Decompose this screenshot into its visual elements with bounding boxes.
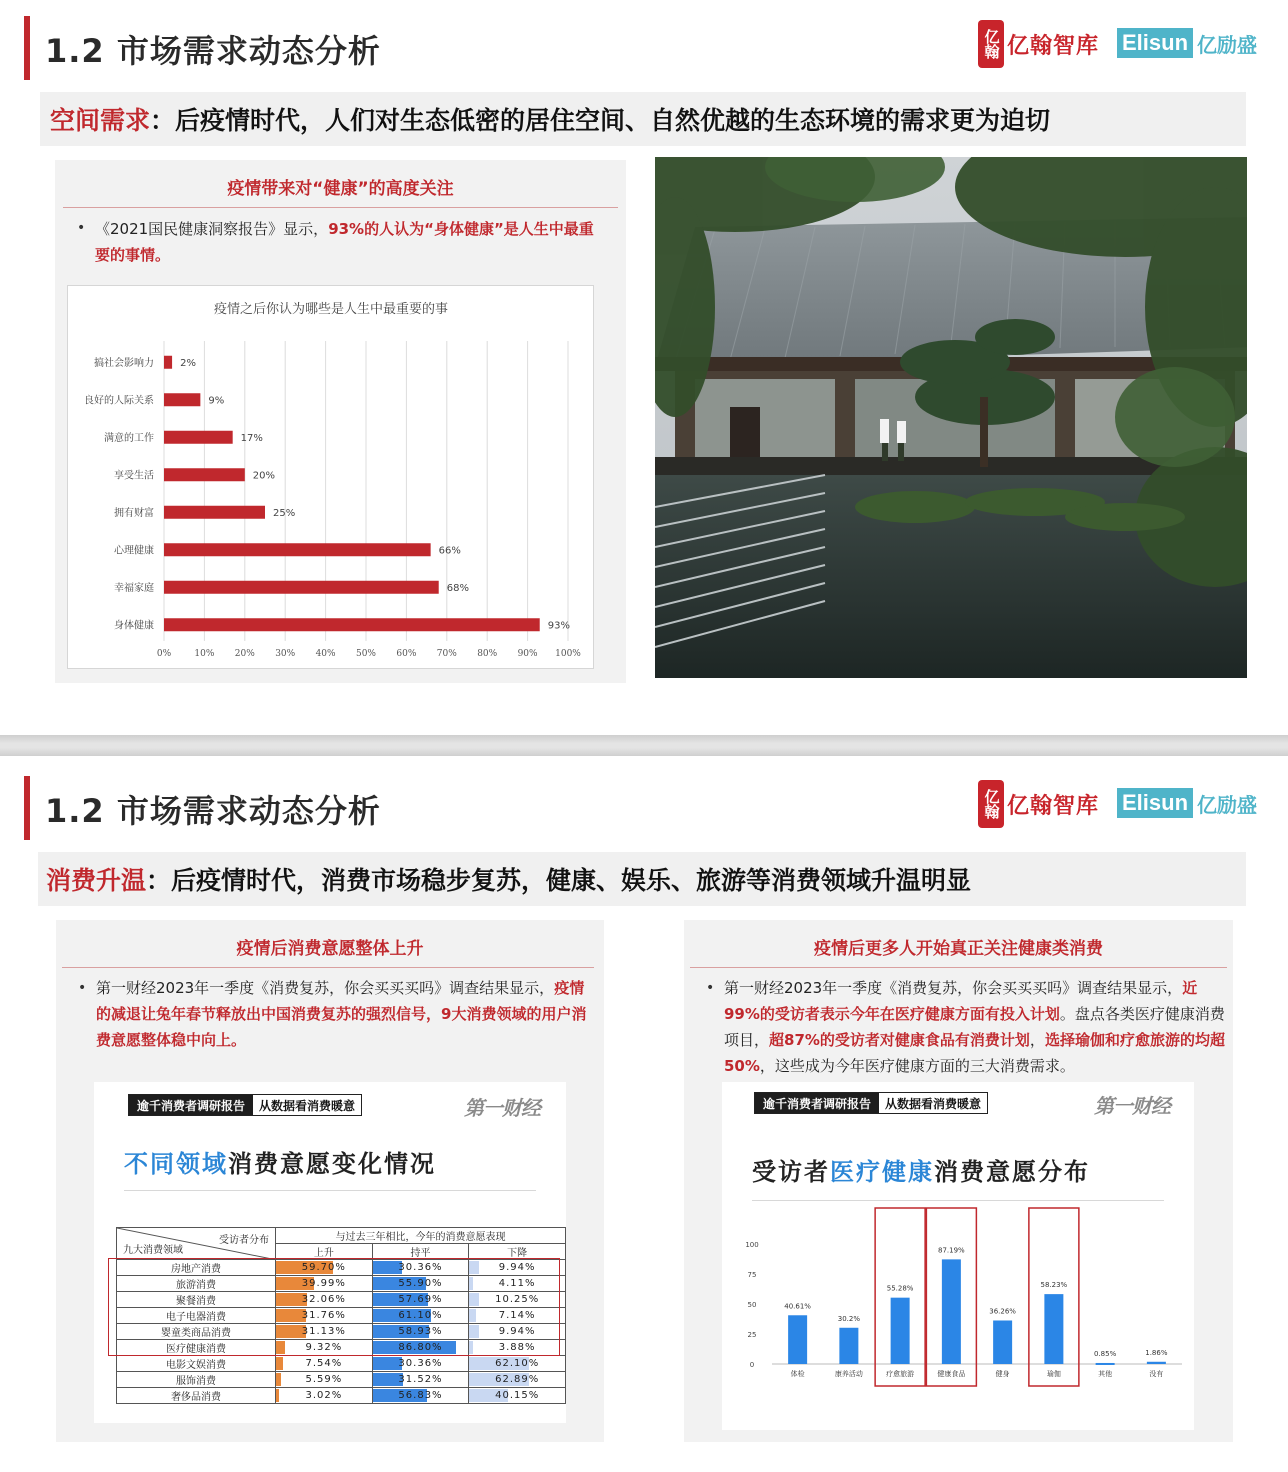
row-flat-value: 31.52% xyxy=(398,1374,443,1385)
yihan-logo-text: 亿翰智库 xyxy=(1007,793,1100,819)
big-title-blue: 不同领域 xyxy=(124,1150,228,1178)
yihan-logo xyxy=(978,20,1099,68)
highlight-box-top-rows xyxy=(108,1258,560,1356)
category-label: 疗愈旅游 xyxy=(886,1370,915,1378)
report-tag-light: 从数据看消费暖意 xyxy=(253,1095,361,1115)
value-label: 25% xyxy=(273,507,296,519)
chart-big-title xyxy=(752,1152,1090,1187)
y-tick-label: 0 xyxy=(749,1361,755,1369)
big-title-rest: 消费意愿分布 xyxy=(934,1158,1090,1186)
row-down-value: 10.25% xyxy=(495,1294,540,1305)
yihan-logo-mark: 亿翰 xyxy=(978,780,1004,828)
yicai-logo: 第一财经 xyxy=(1094,1094,1170,1118)
value-label: 55.28% xyxy=(886,1284,914,1293)
elisun-logo-en: Elisun xyxy=(1117,28,1193,58)
row-up-value: 7.54% xyxy=(305,1358,343,1369)
table-row xyxy=(117,1372,566,1388)
row-up-value: 9.32% xyxy=(305,1342,343,1353)
row-down-value: 9.94% xyxy=(498,1326,536,1337)
panel-rule xyxy=(690,967,1227,968)
report-tag-dark: 逾千消费者调研报告 xyxy=(129,1095,253,1115)
title-accent-bar xyxy=(24,776,30,840)
row-flat-cell xyxy=(372,1388,469,1404)
category-label: 满意的工作 xyxy=(104,432,154,444)
row-flat-value: 86.80% xyxy=(398,1342,443,1353)
row-flat-value: 30.36% xyxy=(398,1358,443,1369)
row-flat-value: 30.36% xyxy=(398,1262,443,1273)
bullet-line1: 第一财经2023年一季度《消费复苏，你会买买买吗》调查结果显示， xyxy=(724,979,1183,997)
category-label: 幸福家庭 xyxy=(114,582,154,594)
col-header-down: 下降 xyxy=(469,1244,566,1260)
row-up-value: 32.06% xyxy=(301,1294,346,1305)
row-up-bar xyxy=(276,1389,279,1402)
row-flat-value: 58.93% xyxy=(398,1326,443,1337)
bullet-line2-red: 近99%的受访者表示今年在医疗健康方面有投入计划 xyxy=(724,979,1198,1023)
value-label: 58.23% xyxy=(1040,1281,1068,1290)
bullet-prefix: 《2021国民健康洞察报告》显示， xyxy=(95,220,329,238)
yicai-logo: 第一财经 xyxy=(464,1096,540,1120)
bar xyxy=(1096,1363,1115,1365)
row-down-value: 7.14% xyxy=(498,1310,536,1321)
x-tick-label: 10% xyxy=(194,649,215,659)
bullet-line3-red2: 选择瑜伽和疗愈旅游的均超50% xyxy=(724,1031,1225,1075)
row-up-cell xyxy=(276,1372,373,1388)
value-label: 30.2% xyxy=(837,1314,860,1323)
row-up-bar xyxy=(276,1357,283,1370)
row-down-cell xyxy=(469,1356,566,1372)
value-label: 66% xyxy=(438,545,461,557)
big-title-rest: 消费意愿变化情况 xyxy=(228,1150,436,1178)
slide-space-demand xyxy=(0,0,1288,735)
row-down-cell xyxy=(469,1388,566,1404)
group-header: 与过去三年相比，今年的消费意愿表现 xyxy=(276,1228,566,1244)
row-down-value: 3.88% xyxy=(498,1342,536,1353)
bar xyxy=(164,431,233,444)
bar xyxy=(839,1328,858,1364)
subtitle-band xyxy=(38,852,1246,906)
table-header-row xyxy=(117,1228,566,1244)
yihan-logo-mark: 亿翰 xyxy=(978,20,1004,68)
row-down-cell xyxy=(469,1372,566,1388)
x-tick-label: 80% xyxy=(477,649,498,659)
row-down-value: 40.15% xyxy=(495,1390,540,1401)
row-category: 服饰消费 xyxy=(117,1372,276,1388)
x-tick-label: 70% xyxy=(436,649,457,659)
panel-rule xyxy=(63,207,618,208)
row-up-value: 31.13% xyxy=(301,1326,346,1337)
elisun-logo xyxy=(1117,28,1257,58)
table-row xyxy=(117,1388,566,1404)
row-flat-value: 56.83% xyxy=(398,1390,443,1401)
subtitle-text: ：后疫情时代，消费市场稳步复苏，健康、娱乐、旅游等消费领域升温明显 xyxy=(146,866,972,895)
title-rule xyxy=(124,1190,536,1191)
panel-title: 疫情带来对“健康”的高度关注 xyxy=(227,179,454,199)
x-tick-label: 30% xyxy=(275,649,296,659)
bar xyxy=(942,1259,961,1364)
elisun-logo-cn: 亿励盛 xyxy=(1197,32,1258,57)
panel-title: 疫情后更多人开始真正关注健康类消费 xyxy=(814,939,1103,959)
bar xyxy=(993,1320,1012,1364)
bullet-text xyxy=(96,975,596,1053)
y-tick-label: 25 xyxy=(747,1331,757,1339)
row-flat-cell xyxy=(372,1372,469,1388)
elisun-logo-cn: 亿励盛 xyxy=(1197,792,1258,817)
row-category: 电影文娱消费 xyxy=(117,1356,276,1372)
y-tick-label: 50 xyxy=(747,1301,757,1309)
subtitle-band xyxy=(40,92,1246,146)
subtitle-keyword: 空间需求 xyxy=(50,106,151,135)
x-tick-label: 60% xyxy=(396,649,417,659)
bullet-line3-red: 超87%的受访者对健康食品有消费计划 xyxy=(769,1031,1030,1049)
yihan-logo xyxy=(978,780,1099,828)
row-down-value: 62.89% xyxy=(495,1374,540,1385)
category-label: 其他 xyxy=(1098,1370,1113,1378)
row-up-value: 3.02% xyxy=(305,1390,343,1401)
panel-title: 疫情后消费意愿整体上升 xyxy=(236,939,424,959)
y-tick-label: 75 xyxy=(747,1271,757,1279)
report-tag xyxy=(754,1092,988,1114)
elisun-logo xyxy=(1117,788,1257,818)
corner-bottom-label: 九大消费领域 xyxy=(123,1245,183,1256)
bar xyxy=(164,468,245,481)
bullet-line3-sep: ， xyxy=(1029,1031,1045,1049)
elisun-logo-en: Elisun xyxy=(1117,788,1193,818)
big-title-pre: 受访者 xyxy=(752,1158,830,1186)
bullet-text xyxy=(724,975,1229,1079)
corner-top-label: 受访者分布 xyxy=(219,1235,270,1246)
yihan-logo-text: 亿翰智库 xyxy=(1007,33,1100,59)
col-header-flat: 持平 xyxy=(372,1244,469,1260)
row-flat-cell xyxy=(372,1356,469,1372)
x-tick-label: 0% xyxy=(156,649,172,659)
value-label: 93% xyxy=(547,620,570,632)
table-row xyxy=(117,1356,566,1372)
row-up-bar xyxy=(276,1373,281,1386)
bullet-dot: • xyxy=(706,980,715,996)
row-flat-value: 61.10% xyxy=(398,1310,443,1321)
category-label: 良好的人际关系 xyxy=(84,395,154,407)
value-label: 87.19% xyxy=(938,1246,965,1255)
bar xyxy=(891,1298,910,1364)
row-category: 医疗健康消费 xyxy=(117,1340,276,1356)
bullet-line3-rest: ，这些成为今年医疗健康方面的三大消费需求。 xyxy=(759,1057,1075,1075)
report-tag-light: 从数据看消费暖意 xyxy=(879,1093,987,1113)
value-label: 0.85% xyxy=(1094,1349,1117,1358)
bar xyxy=(1044,1294,1063,1364)
bullet-text xyxy=(95,216,595,268)
row-category: 奢侈品消费 xyxy=(117,1388,276,1404)
x-tick-label: 100% xyxy=(555,649,581,659)
category-label: 拥有财富 xyxy=(114,507,154,519)
x-tick-label: 20% xyxy=(234,649,255,659)
bar xyxy=(164,356,172,369)
bar xyxy=(164,506,265,519)
category-label: 瑜伽 xyxy=(1046,1370,1061,1378)
bar xyxy=(164,393,200,406)
life-priorities-chart xyxy=(67,285,594,669)
consumption-willingness-panel xyxy=(56,920,604,1442)
value-label: 1.86% xyxy=(1145,1348,1168,1357)
x-tick-label: 40% xyxy=(315,649,336,659)
category-label: 康养活动 xyxy=(834,1370,863,1378)
subtitle-text: ：后疫情时代，人们对生态低密的居住空间、自然优越的生态环境的需求更为迫切 xyxy=(150,106,1051,135)
report-tag-dark: 逾千消费者调研报告 xyxy=(755,1093,879,1113)
category-label: 健康食品 xyxy=(937,1370,966,1378)
subtitle-keyword: 消费升温 xyxy=(46,866,147,895)
value-label: 9% xyxy=(208,395,225,407)
health-consumption-panel xyxy=(684,920,1233,1442)
bar xyxy=(1147,1362,1166,1364)
row-down-value: 9.94% xyxy=(498,1262,536,1273)
bar xyxy=(164,618,540,631)
bullet-highlight: 疫情的减退让兔年春节释放出中国消费复苏的强烈信号，9大消费领域的用户消费意愿整体稳中向上。 xyxy=(96,979,587,1049)
row-up-value: 31.76% xyxy=(301,1310,346,1321)
category-label: 搞社会影响力 xyxy=(94,357,154,369)
row-category: 房地产消费 xyxy=(117,1260,276,1276)
row-up-value: 59.70% xyxy=(301,1262,346,1273)
slide-consumption-growth xyxy=(0,756,1288,1472)
panel-rule xyxy=(62,967,594,968)
health-intent-chart xyxy=(722,1200,1194,1430)
x-tick-label: 50% xyxy=(355,649,377,659)
row-down-value: 4.11% xyxy=(498,1278,536,1289)
category-label: 没有 xyxy=(1149,1370,1164,1378)
row-flat-value: 55.90% xyxy=(398,1278,443,1289)
bullet-line2-rest: 。盘点各类医疗健康消费项目， xyxy=(724,1005,1225,1049)
slide-separator xyxy=(0,735,1288,756)
row-flat-value: 57.69% xyxy=(398,1294,443,1305)
bullet-dot: • xyxy=(78,980,87,996)
row-down-value: 62.10% xyxy=(495,1358,540,1369)
table-corner-cell xyxy=(117,1228,276,1260)
title-accent-bar xyxy=(24,16,30,80)
value-label: 68% xyxy=(446,582,469,594)
bullet-prefix: 第一财经2023年一季度《消费复苏，你会买买买吗》调查结果显示， xyxy=(96,979,555,997)
row-up-value: 5.59% xyxy=(305,1374,343,1385)
value-label: 40.61% xyxy=(784,1302,811,1311)
category-label: 享受生活 xyxy=(114,470,154,482)
value-label: 2% xyxy=(180,357,196,369)
life-priorities-svg xyxy=(68,286,595,670)
photo-illustration xyxy=(655,157,1247,678)
col-header-up: 上升 xyxy=(276,1244,373,1260)
health-focus-panel xyxy=(55,160,626,683)
row-category: 聚餐消费 xyxy=(117,1292,276,1308)
bar xyxy=(788,1315,807,1364)
row-up-cell xyxy=(276,1388,373,1404)
page-title: 1.2 市场需求动态分析 xyxy=(45,32,381,70)
report-tag xyxy=(128,1094,362,1116)
category-label: 心理健康 xyxy=(114,545,154,557)
bullet-highlight: 93%的人认为“身体健康”是人生中最重要的事情。 xyxy=(95,220,594,264)
x-tick-label: 90% xyxy=(517,649,538,659)
survey-report-card xyxy=(94,1082,566,1423)
bullet-dot: • xyxy=(77,220,86,236)
row-up-value: 39.99% xyxy=(301,1278,346,1289)
value-label: 36.26% xyxy=(989,1307,1016,1316)
value-label: 20% xyxy=(252,470,276,482)
row-category: 电子电器消费 xyxy=(117,1308,276,1324)
chart-title: 疫情之后你认为哪些是人生中最重要的事 xyxy=(213,302,449,317)
category-label: 健身 xyxy=(995,1370,1010,1378)
bar xyxy=(164,543,431,556)
lakeside-pavilion-photo xyxy=(655,157,1247,678)
row-category: 旅游消费 xyxy=(117,1276,276,1292)
big-title-blue: 医疗健康 xyxy=(830,1158,934,1186)
table-big-title xyxy=(124,1144,436,1179)
page-title: 1.2 市场需求动态分析 xyxy=(45,792,381,830)
row-category: 婴童类商品消费 xyxy=(117,1324,276,1340)
category-label: 身体健康 xyxy=(114,620,154,632)
y-tick-label: 100 xyxy=(745,1241,759,1249)
category-label: 体检 xyxy=(790,1370,805,1378)
bar xyxy=(164,581,439,594)
value-label: 17% xyxy=(240,432,263,444)
row-up-cell xyxy=(276,1356,373,1372)
health-survey-card xyxy=(722,1082,1194,1430)
